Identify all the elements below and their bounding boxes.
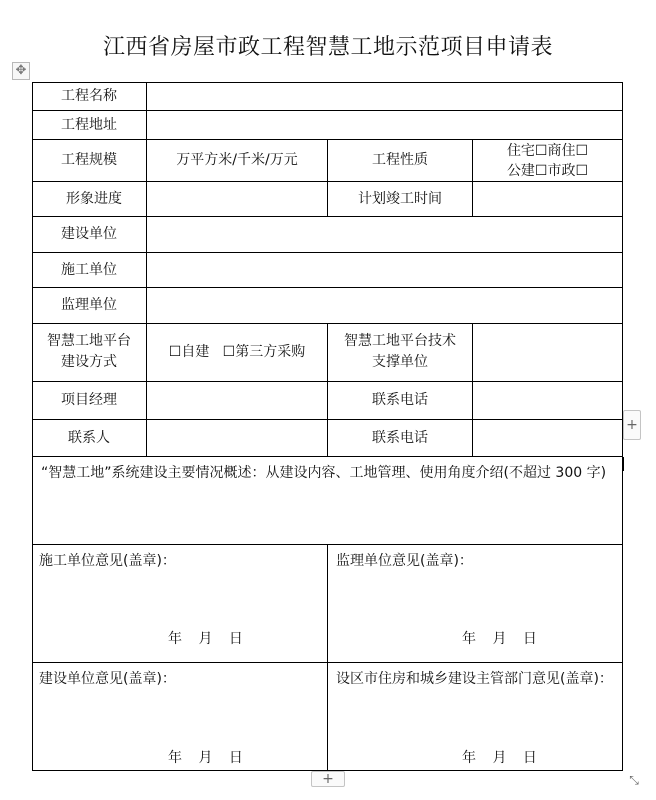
date-line: 年 月 日 bbox=[168, 750, 243, 766]
label-platform-mode bbox=[32, 323, 146, 381]
date-line: 年 月 日 bbox=[462, 750, 537, 766]
project-manager-field[interactable] bbox=[147, 382, 327, 419]
platform-mode-line1: 智慧工地平台 bbox=[47, 333, 131, 349]
nature-options[interactable] bbox=[473, 140, 622, 181]
move-icon[interactable]: ✥ bbox=[12, 62, 30, 80]
add-column-button[interactable]: + bbox=[623, 410, 641, 440]
page-title: 江西省房屋市政工程智慧工地示范项目申请表 bbox=[102, 35, 553, 60]
label-phone-2: 联系电话 bbox=[372, 429, 428, 446]
date-line: 年 月 日 bbox=[168, 631, 243, 647]
label-project-manager: 项目经理 bbox=[61, 392, 117, 408]
nature-options-line2[interactable]: 公建☐市政☐ bbox=[506, 162, 589, 179]
label-planned-completion: 计划竣工时间 bbox=[358, 190, 442, 207]
label-supervision-unit: 监理单位 bbox=[61, 297, 117, 313]
label-image-progress: 形象进度 bbox=[66, 190, 122, 207]
project-address-field[interactable] bbox=[147, 111, 622, 139]
label-phone-1: 联系电话 bbox=[372, 392, 428, 408]
tech-support-field[interactable] bbox=[473, 324, 622, 381]
label-contact-person: 联系人 bbox=[68, 429, 110, 446]
phone-1-field[interactable] bbox=[473, 382, 622, 419]
contractor-opinion-field[interactable]: 施工单位意见(盖章)： bbox=[39, 553, 176, 569]
label-construction-unit: 建设单位 bbox=[61, 226, 117, 242]
label-project-address: 工程地址 bbox=[61, 116, 117, 133]
tech-support-line2: 支撑单位 bbox=[372, 354, 428, 370]
label-tech-support bbox=[328, 323, 472, 381]
authority-opinion-field[interactable]: 设区市住房和城乡建设主管部门意见(盖章)： bbox=[336, 671, 613, 687]
scale-units-field[interactable]: 万平方米/千米/万元 bbox=[176, 152, 298, 168]
supervision-opinion-field[interactable]: 监理单位意见(盖章)： bbox=[336, 553, 473, 569]
tech-support-line1: 智慧工地平台技术 bbox=[344, 333, 456, 349]
contact-person-field[interactable] bbox=[147, 420, 327, 456]
platform-mode-options[interactable]: ☐自建 ☐第三方采购 bbox=[168, 344, 306, 360]
builder-opinion-field[interactable]: 建设单位意见(盖章)： bbox=[39, 671, 176, 687]
nature-options-line1[interactable]: 住宅☐商住☐ bbox=[506, 142, 589, 159]
add-row-button[interactable]: + bbox=[311, 771, 345, 787]
label-project-scale: 工程规模 bbox=[61, 152, 117, 168]
platform-mode-line2: 建设方式 bbox=[61, 354, 117, 370]
label-project-nature: 工程性质 bbox=[372, 152, 428, 168]
contractor-unit-field[interactable] bbox=[147, 253, 622, 287]
resize-icon[interactable]: ⤡ bbox=[629, 773, 639, 787]
image-progress-field[interactable] bbox=[147, 182, 327, 216]
supervision-unit-field[interactable] bbox=[147, 288, 622, 323]
project-name-field[interactable] bbox=[147, 83, 622, 110]
construction-unit-field[interactable] bbox=[147, 217, 622, 252]
text-caret bbox=[622, 457, 624, 471]
label-contractor-unit: 施工单位 bbox=[61, 261, 117, 278]
label-project-name: 工程名称 bbox=[61, 88, 117, 104]
planned-completion-field[interactable] bbox=[473, 182, 622, 216]
date-line: 年 月 日 bbox=[462, 631, 537, 647]
phone-2-field[interactable] bbox=[473, 420, 622, 456]
overview-field[interactable]: “智慧工地”系统建设主要情况概述：从建设内容、工地管理、使用角度介绍(不超过 300 字) bbox=[41, 465, 607, 481]
